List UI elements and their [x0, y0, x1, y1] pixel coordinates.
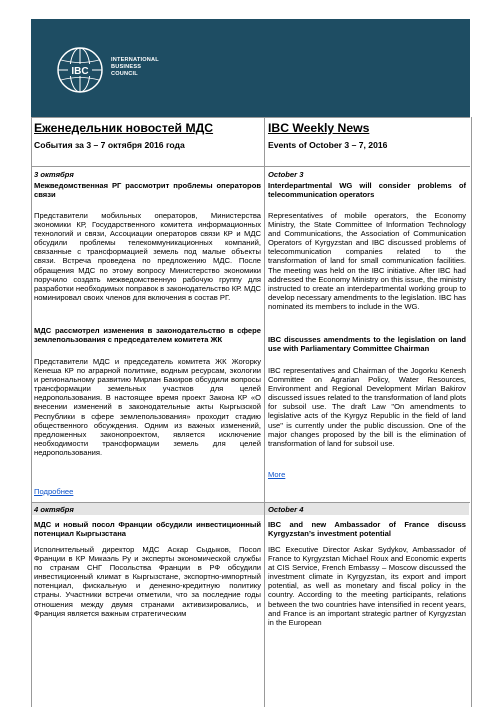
- right-header: [268, 121, 466, 150]
- article-body: IBC Executive Director Askar Sydykov, Ambassador of France to Kyrgyzstan Michael Roux and Economic experts at CIS Service, French Embassy – Moscow discussed the investment climate in Kyrgyzstan, its export and import potential, as well as monetary and fiscal policy in the country. According to the meeting participants, relations between the two countries have intensified in recent years, and France is an important strategic partner of Kyrgyzstan in the European: [268, 545, 466, 627]
- left-more: [34, 487, 261, 496]
- article-body: Представители МДС и председатель комитета ЖК Жогорку Кенеша КР по аграрной политике, водным ресурсам, экологии и региональному развитию Мирлан Бакиров обсудили вопросы трансформации земельных участков для целей недропользования. В настоящее время проект Закона КР «О внесении изменений в законодательные акты Кыргызской Республики в сфере землепользования» проходит стадию общественного обсуждения. Одним из важных изменений, предложенных законопроектом, является исключение необходимости трансформации земель для целей недропользования.: [34, 357, 261, 457]
- page-title-ru: Еженедельник новостей МДС: [34, 121, 214, 135]
- article-headline: IBC discusses amendments to the legislation on land use with Parliamentary Committee Chairman: [268, 335, 466, 354]
- article-body: Representatives of mobile operators, the Economy Ministry, the State Committee of Information Technology and Communications, the Association of Communication Operators of Kyrgyzstan and IBC discussed problems of telecommunication companies related to the transformation of land for small communication facilities. The meeting was held on the IBC initiative. After IBC had addressed the Economy Ministry on this issue, the ministry instructed to create an interdepartmental working group to develop necessary amendments to the legislation. IBC has nominated its members to include in the WG.: [268, 211, 466, 311]
- article-headline: МДС рассмотрел изменения в законодательство в сфере землепользования с председателем комитета ЖК: [34, 326, 261, 345]
- left-article-1-body: [34, 211, 261, 302]
- more-link-en[interactable]: More: [268, 470, 286, 479]
- right-date-2: [268, 505, 466, 514]
- left-date-2: [34, 505, 261, 514]
- left-article-2-headline: [34, 326, 261, 344]
- article-body: IBC representatives and Chairman of the Jogorku Kenesh Committee on Agrarian Policy, Water Resources, Environment and Regional Development Mirlan Bakirov discussed issues related to the transformation of land plots for subsoil use. The draft Law "On amendments to legislative acts of the Kyrgyz Republic in the field of land use" is currently under the public discussion. One of the major changes proposed by the bill is the elimination of transformation of land for subsoil use.: [268, 366, 466, 448]
- left-article-1-headline: [34, 181, 261, 199]
- date-label: 4 октября: [34, 505, 74, 514]
- right-article-3-headline: [268, 520, 466, 538]
- date-label: 3 октября: [34, 170, 74, 179]
- table-top-border: [31, 117, 470, 118]
- right-article-2-headline: [268, 335, 466, 353]
- right-more: [268, 470, 466, 479]
- left-article-2-body: [34, 357, 261, 457]
- right-date-1: [268, 170, 466, 179]
- events-range-en: Events of October 3 – 7, 2016: [268, 140, 388, 150]
- article-headline: IBC and new Ambassador of France discuss Kyrgyzstan’s investment potential: [268, 520, 466, 539]
- right-article-1-headline: [268, 181, 466, 199]
- more-link-ru[interactable]: Подробнее: [34, 487, 74, 496]
- right-article-2-body: [268, 366, 466, 448]
- events-range-ru: События за 3 – 7 октября 2016 года: [34, 140, 185, 150]
- ibc-globe-logo-icon: [55, 45, 105, 95]
- article-body: Исполнительный директор МДС Аскар Сыдыков, Посол Франции в КР Микаэль Ру и эксперты экономической службы по странам СНГ Посольства Франции в РФ обсудили инвестиционный климат в Кыргызстане, экспортно-импортный потенциал, фискальную и денежно-кредитную политику страны. Участники встречи отметили, что за последние годы отношения между двумя странами активизировались, и Франция является важным стратегическим: [34, 545, 261, 618]
- left-header: [34, 121, 261, 150]
- page-title-en: IBC Weekly News: [268, 121, 370, 135]
- org-line-3: COUNCIL: [111, 71, 138, 77]
- date-label: October 3: [268, 170, 304, 179]
- org-line-1: INTERNATIONAL: [111, 57, 159, 63]
- article-headline: Interdepartmental WG will consider problems of telecommunication operators: [268, 181, 466, 200]
- column-divider: [264, 117, 265, 707]
- org-name: [111, 57, 159, 78]
- left-date-1: [34, 170, 261, 179]
- date-label: October 4: [268, 505, 304, 514]
- article-body: Представители мобильных операторов, Министерства экономики КР, Государственного комитета информационных технологий и связи, Ассоциации операторов связи КР и МДС обсудили проблемы телекоммуникационных компаний, связанные с трансформацией земель под малые объекты связи. Встреча проведена по предложению МДС. После обращения МДС по этому вопросу Министерство экономики поручило создать межведомственную рабочую группу для разработки необходимых поправок в законодательство КР. МДС номинировал своих членов для включения в состав РГ.: [34, 211, 261, 302]
- right-article-3-body: [268, 545, 466, 705]
- org-line-2: BUSINESS: [111, 64, 142, 70]
- logo-text: IBC: [71, 66, 89, 77]
- article-headline: МДС и новый посол Франции обсудили инвестиционный потенциал Кыргызстана: [34, 520, 261, 539]
- right-article-1-body: [268, 211, 466, 311]
- header-row-divider: [31, 166, 470, 167]
- left-article-3-headline: [34, 520, 261, 538]
- article-headline: Межведомственная РГ рассмотрит проблемы операторов связи: [34, 181, 261, 200]
- left-article-3-body: [34, 545, 261, 705]
